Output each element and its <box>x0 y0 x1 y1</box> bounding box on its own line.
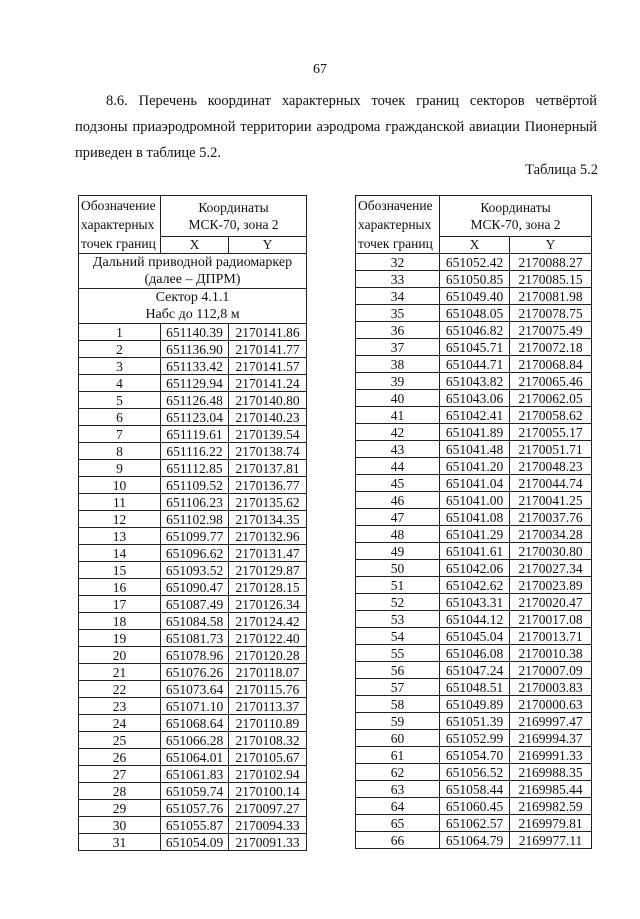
table-row <box>356 730 592 747</box>
coord-y: 2169997.47 <box>510 713 592 730</box>
table-row <box>79 494 307 511</box>
point-number: 64 <box>356 798 440 815</box>
coord-x: 651049.89 <box>440 696 510 713</box>
table-row <box>356 424 592 441</box>
point-number: 30 <box>79 817 161 834</box>
table-row <box>356 526 592 543</box>
header-coordinates: Координаты МСК-70, зона 2 <box>161 196 307 237</box>
coord-y: 2170051.71 <box>510 441 592 458</box>
coord-y: 2170113.37 <box>229 698 307 715</box>
table-row <box>79 783 307 800</box>
coord-x: 651119.61 <box>161 426 229 443</box>
coord-x: 651133.42 <box>161 358 229 375</box>
coord-x: 651058.44 <box>440 781 510 798</box>
point-number: 14 <box>79 545 161 562</box>
point-number: 60 <box>356 730 440 747</box>
point-number: 22 <box>79 681 161 698</box>
coord-y: 2170010.38 <box>510 645 592 662</box>
coord-y: 2170141.86 <box>229 324 307 341</box>
point-number: 66 <box>356 832 440 849</box>
point-number: 35 <box>356 305 440 322</box>
header-point-designation: Обозначение характерных точек границ <box>79 196 161 254</box>
table-row <box>356 662 592 679</box>
point-number: 28 <box>79 783 161 800</box>
point-number: 23 <box>79 698 161 715</box>
table-row <box>356 458 592 475</box>
table-row <box>356 254 592 271</box>
coord-y: 2170081.98 <box>510 288 592 305</box>
table-row <box>79 341 307 358</box>
table-row <box>356 781 592 798</box>
point-number: 10 <box>79 477 161 494</box>
coord-y: 2170072.18 <box>510 339 592 356</box>
point-number: 65 <box>356 815 440 832</box>
point-number: 50 <box>356 560 440 577</box>
table-row <box>356 356 592 373</box>
coord-y: 2170013.71 <box>510 628 592 645</box>
table-row <box>79 460 307 477</box>
coord-x: 651060.45 <box>440 798 510 815</box>
table-row <box>79 545 307 562</box>
point-number: 55 <box>356 645 440 662</box>
coord-x: 651126.48 <box>161 392 229 409</box>
point-number: 7 <box>79 426 161 443</box>
coord-y: 2169994.37 <box>510 730 592 747</box>
table-row <box>79 511 307 528</box>
coord-x: 651047.24 <box>440 662 510 679</box>
coord-x: 651056.52 <box>440 764 510 781</box>
table-row <box>356 747 592 764</box>
coord-x: 651048.05 <box>440 305 510 322</box>
coord-x: 651057.76 <box>161 800 229 817</box>
coord-x: 651078.96 <box>161 647 229 664</box>
point-number: 1 <box>79 324 161 341</box>
point-number: 52 <box>356 594 440 611</box>
table-row <box>79 613 307 630</box>
header-point-designation: Обозначение характерных точек границ <box>356 196 440 254</box>
page-number: 67 <box>313 62 327 77</box>
header-y: Y <box>510 236 592 253</box>
coord-y: 2170110.89 <box>229 715 307 732</box>
coord-y: 2170122.40 <box>229 630 307 647</box>
coordinates-table-left <box>78 195 307 851</box>
coord-x: 651055.87 <box>161 817 229 834</box>
header-y: Y <box>229 236 307 253</box>
table-row <box>79 715 307 732</box>
coord-x: 651041.48 <box>440 441 510 458</box>
coord-x: 651050.85 <box>440 271 510 288</box>
point-number: 29 <box>79 800 161 817</box>
coord-y: 2170120.28 <box>229 647 307 664</box>
point-number: 37 <box>356 339 440 356</box>
header-x: X <box>440 236 510 253</box>
point-number: 49 <box>356 543 440 560</box>
table-row <box>356 764 592 781</box>
intro-line-3: приведен в таблице 5.2. <box>75 145 221 161</box>
coord-x: 651073.64 <box>161 681 229 698</box>
coord-y: 2170003.83 <box>510 679 592 696</box>
coord-y: 2170108.32 <box>229 732 307 749</box>
coord-x: 651140.39 <box>161 324 229 341</box>
coord-y: 2170140.23 <box>229 409 307 426</box>
point-number: 13 <box>79 528 161 545</box>
coord-x: 651059.74 <box>161 783 229 800</box>
coord-x: 651081.73 <box>161 630 229 647</box>
coord-y: 2170000.63 <box>510 696 592 713</box>
table-row <box>79 647 307 664</box>
coord-x: 651064.01 <box>161 749 229 766</box>
coord-x: 651041.29 <box>440 526 510 543</box>
coord-x: 651051.39 <box>440 713 510 730</box>
table-row <box>79 596 307 613</box>
coord-x: 651099.77 <box>161 528 229 545</box>
coord-y: 2170134.35 <box>229 511 307 528</box>
coord-y: 2170023.89 <box>510 577 592 594</box>
coord-x: 651116.22 <box>161 443 229 460</box>
coord-x: 651068.64 <box>161 715 229 732</box>
header-coordinates: Координаты МСК-70, зона 2 <box>440 196 592 237</box>
coord-y: 2169985.44 <box>510 781 592 798</box>
coord-x: 651054.09 <box>161 834 229 851</box>
coord-x: 651042.06 <box>440 560 510 577</box>
intro-paragraph <box>75 88 597 166</box>
point-number: 56 <box>356 662 440 679</box>
point-number: 32 <box>356 254 440 271</box>
intro-line-1: 8.6. Перечень координат характерных точек границ секторов четвёртой <box>106 93 597 109</box>
table-caption: Таблица 5.2 <box>525 162 598 178</box>
point-number: 57 <box>356 679 440 696</box>
point-number: 17 <box>79 596 161 613</box>
point-number: 42 <box>356 424 440 441</box>
table-row <box>356 373 592 390</box>
coord-x: 651064.79 <box>440 832 510 849</box>
coord-x: 651052.99 <box>440 730 510 747</box>
coord-y: 2170020.47 <box>510 594 592 611</box>
intro-line-2: подзоны приаэродромной территории аэродрома гражданской авиации Пионерный <box>75 119 597 135</box>
point-number: 41 <box>356 407 440 424</box>
coord-x: 651087.49 <box>161 596 229 613</box>
coord-y: 2170041.25 <box>510 492 592 509</box>
point-number: 53 <box>356 611 440 628</box>
point-number: 5 <box>79 392 161 409</box>
point-number: 25 <box>79 732 161 749</box>
point-number: 40 <box>356 390 440 407</box>
table-row <box>356 271 592 288</box>
coord-x: 651044.12 <box>440 611 510 628</box>
point-number: 43 <box>356 441 440 458</box>
coord-x: 651093.52 <box>161 562 229 579</box>
table-row <box>79 324 307 341</box>
table-row <box>356 679 592 696</box>
coord-x: 651045.71 <box>440 339 510 356</box>
point-number: 20 <box>79 647 161 664</box>
point-number: 24 <box>79 715 161 732</box>
coord-y: 2169988.35 <box>510 764 592 781</box>
table-row <box>356 611 592 628</box>
point-number: 27 <box>79 766 161 783</box>
coord-x: 651048.51 <box>440 679 510 696</box>
section-heading: Дальний приводной радиомаркер (далее – ДПРМ) <box>79 254 307 289</box>
point-number: 9 <box>79 460 161 477</box>
coord-y: 2170100.14 <box>229 783 307 800</box>
coord-x: 651062.57 <box>440 815 510 832</box>
table-row <box>79 766 307 783</box>
coord-x: 651043.06 <box>440 390 510 407</box>
table-row <box>79 817 307 834</box>
coord-y: 2170132.96 <box>229 528 307 545</box>
table-row <box>356 696 592 713</box>
coord-y: 2169979.81 <box>510 815 592 832</box>
coord-y: 2170075.49 <box>510 322 592 339</box>
coord-y: 2170030.80 <box>510 543 592 560</box>
coord-y: 2170102.94 <box>229 766 307 783</box>
coord-x: 651096.62 <box>161 545 229 562</box>
coord-x: 651076.26 <box>161 664 229 681</box>
point-number: 31 <box>79 834 161 851</box>
table-row <box>356 713 592 730</box>
coord-y: 2169991.33 <box>510 747 592 764</box>
table-row <box>79 409 307 426</box>
table-row <box>356 832 592 849</box>
coord-y: 2170017.08 <box>510 611 592 628</box>
point-number: 39 <box>356 373 440 390</box>
coord-y: 2170136.77 <box>229 477 307 494</box>
point-number: 61 <box>356 747 440 764</box>
coord-x: 651046.08 <box>440 645 510 662</box>
point-number: 12 <box>79 511 161 528</box>
table-row <box>356 560 592 577</box>
coord-x: 651043.82 <box>440 373 510 390</box>
point-number: 47 <box>356 509 440 526</box>
coord-x: 651112.85 <box>161 460 229 477</box>
table-row <box>356 339 592 356</box>
coord-y: 2170105.67 <box>229 749 307 766</box>
table-row <box>356 509 592 526</box>
coord-y: 2170068.84 <box>510 356 592 373</box>
table-row <box>356 322 592 339</box>
table-row <box>79 834 307 851</box>
table-row <box>356 441 592 458</box>
point-number: 51 <box>356 577 440 594</box>
coord-x: 651052.42 <box>440 254 510 271</box>
table-row <box>356 798 592 815</box>
table-row <box>79 477 307 494</box>
coord-y: 2170065.46 <box>510 373 592 390</box>
coord-y: 2170062.05 <box>510 390 592 407</box>
coord-y: 2170126.34 <box>229 596 307 613</box>
coord-x: 651136.90 <box>161 341 229 358</box>
coord-y: 2170137.81 <box>229 460 307 477</box>
coord-y: 2169977.11 <box>510 832 592 849</box>
coord-x: 651046.82 <box>440 322 510 339</box>
coord-y: 2170128.15 <box>229 579 307 596</box>
coord-y: 2170044.74 <box>510 475 592 492</box>
coord-y: 2170048.23 <box>510 458 592 475</box>
coord-x: 651041.20 <box>440 458 510 475</box>
point-number: 33 <box>356 271 440 288</box>
point-number: 46 <box>356 492 440 509</box>
coord-x: 651066.28 <box>161 732 229 749</box>
coord-y: 2170140.80 <box>229 392 307 409</box>
coord-y: 2170131.47 <box>229 545 307 562</box>
coord-x: 651041.61 <box>440 543 510 560</box>
table-row <box>79 443 307 460</box>
table-row <box>79 630 307 647</box>
point-number: 34 <box>356 288 440 305</box>
point-number: 4 <box>79 375 161 392</box>
point-number: 38 <box>356 356 440 373</box>
coord-x: 651045.04 <box>440 628 510 645</box>
coord-y: 2170088.27 <box>510 254 592 271</box>
coord-x: 651129.94 <box>161 375 229 392</box>
point-number: 19 <box>79 630 161 647</box>
coord-y: 2170139.54 <box>229 426 307 443</box>
table-row <box>79 579 307 596</box>
table-row <box>79 375 307 392</box>
table-row <box>79 749 307 766</box>
table-row <box>356 645 592 662</box>
table-row <box>356 390 592 407</box>
coord-y: 2170007.09 <box>510 662 592 679</box>
coord-x: 651044.71 <box>440 356 510 373</box>
table-row <box>356 628 592 645</box>
coord-y: 2170034.28 <box>510 526 592 543</box>
point-number: 58 <box>356 696 440 713</box>
coord-y: 2170085.15 <box>510 271 592 288</box>
coord-y: 2170124.42 <box>229 613 307 630</box>
coord-x: 651042.62 <box>440 577 510 594</box>
coord-x: 651106.23 <box>161 494 229 511</box>
table-row <box>79 800 307 817</box>
coord-y: 2170141.57 <box>229 358 307 375</box>
table-row <box>79 392 307 409</box>
coord-y: 2169982.59 <box>510 798 592 815</box>
coord-y: 2170115.76 <box>229 681 307 698</box>
coord-x: 651061.83 <box>161 766 229 783</box>
point-number: 16 <box>79 579 161 596</box>
table-row <box>79 698 307 715</box>
coord-x: 651041.08 <box>440 509 510 526</box>
point-number: 21 <box>79 664 161 681</box>
table-row <box>79 528 307 545</box>
point-number: 8 <box>79 443 161 460</box>
coord-x: 651041.00 <box>440 492 510 509</box>
coord-x: 651084.58 <box>161 613 229 630</box>
coord-y: 2170129.87 <box>229 562 307 579</box>
table-row <box>79 732 307 749</box>
coord-y: 2170141.24 <box>229 375 307 392</box>
coord-y: 2170058.62 <box>510 407 592 424</box>
coord-y: 2170118.07 <box>229 664 307 681</box>
table-row <box>356 815 592 832</box>
table-row <box>356 577 592 594</box>
point-number: 11 <box>79 494 161 511</box>
coord-x: 651109.52 <box>161 477 229 494</box>
table-row <box>79 664 307 681</box>
point-number: 63 <box>356 781 440 798</box>
point-number: 3 <box>79 358 161 375</box>
coord-y: 2170027.34 <box>510 560 592 577</box>
coord-y: 2170097.27 <box>229 800 307 817</box>
coordinates-table-right <box>355 195 592 849</box>
table-row <box>356 492 592 509</box>
point-number: 36 <box>356 322 440 339</box>
header-x: X <box>161 236 229 253</box>
coord-x: 651042.41 <box>440 407 510 424</box>
coord-y: 2170037.76 <box>510 509 592 526</box>
coord-y: 2170135.62 <box>229 494 307 511</box>
table-row <box>79 358 307 375</box>
coord-x: 651054.70 <box>440 747 510 764</box>
coord-x: 651090.47 <box>161 579 229 596</box>
table-row <box>356 407 592 424</box>
table-row <box>79 681 307 698</box>
coord-x: 651043.31 <box>440 594 510 611</box>
table-row <box>356 288 592 305</box>
table-row <box>79 562 307 579</box>
point-number: 2 <box>79 341 161 358</box>
sector-heading: Сектор 4.1.1 Набс до 112,8 м <box>79 289 307 324</box>
table-row <box>79 426 307 443</box>
coord-y: 2170141.77 <box>229 341 307 358</box>
coord-x: 651102.98 <box>161 511 229 528</box>
point-number: 48 <box>356 526 440 543</box>
point-number: 44 <box>356 458 440 475</box>
point-number: 18 <box>79 613 161 630</box>
coord-y: 2170138.74 <box>229 443 307 460</box>
point-number: 26 <box>79 749 161 766</box>
point-number: 15 <box>79 562 161 579</box>
point-number: 54 <box>356 628 440 645</box>
coord-x: 651123.04 <box>161 409 229 426</box>
coord-y: 2170055.17 <box>510 424 592 441</box>
table-row <box>356 594 592 611</box>
coord-x: 651049.40 <box>440 288 510 305</box>
coord-y: 2170094.33 <box>229 817 307 834</box>
coord-y: 2170091.33 <box>229 834 307 851</box>
table-row <box>356 543 592 560</box>
point-number: 59 <box>356 713 440 730</box>
coord-y: 2170078.75 <box>510 305 592 322</box>
table-row <box>356 305 592 322</box>
point-number: 62 <box>356 764 440 781</box>
table-row <box>356 475 592 492</box>
coord-x: 651041.89 <box>440 424 510 441</box>
coord-x: 651071.10 <box>161 698 229 715</box>
point-number: 6 <box>79 409 161 426</box>
coord-x: 651041.04 <box>440 475 510 492</box>
point-number: 45 <box>356 475 440 492</box>
